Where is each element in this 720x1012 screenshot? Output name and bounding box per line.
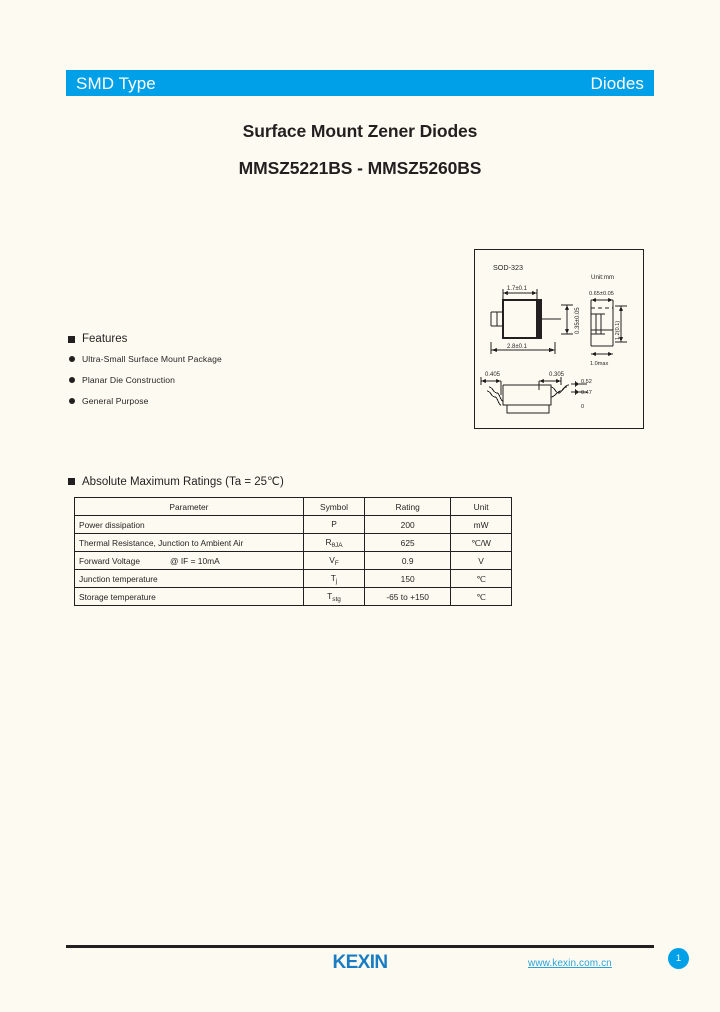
table-row (75, 588, 512, 606)
package-outline-drawing (474, 249, 644, 429)
cell-symbol (303, 552, 364, 570)
page-title: Surface Mount Zener Diodes (242, 121, 478, 141)
table-header-row (75, 498, 512, 516)
footer-divider (66, 945, 654, 948)
cell-parameter (75, 588, 304, 606)
cell-unit: V (451, 552, 512, 570)
website-link[interactable]: www.kexin.com.cn (528, 958, 612, 969)
dim-side-top: 0.65±0.05 (589, 291, 614, 297)
symbol-subscript: θJA (331, 541, 343, 549)
part-number-range: MMSZ5221BS - MMSZ5260BS (238, 158, 482, 178)
dim-detail-a: 0.52 (581, 379, 592, 385)
cell-unit: ℃ (451, 588, 512, 606)
header-left-label: SMD Type (76, 73, 156, 93)
symbol-main: R (325, 536, 332, 547)
cell-symbol (303, 516, 364, 534)
feature-label: Planar Die Construction (82, 375, 176, 385)
cell-rating: 200 (365, 516, 451, 534)
parameter-condition (156, 592, 186, 602)
parameter-label: Thermal Resistance, Junction to Ambient Air (79, 537, 244, 548)
package-drawing-svg (475, 250, 643, 428)
parameter-label: Power dissipation (79, 519, 145, 530)
header-bar (66, 70, 654, 96)
table-row (75, 516, 512, 534)
dot-bullet-icon (69, 356, 75, 362)
cell-parameter (75, 570, 304, 588)
square-bullet-icon (68, 336, 75, 343)
cell-rating: 625 (365, 534, 451, 552)
dim-lead-left: 0.405 (485, 372, 501, 378)
cell-rating: -65 to +150 (365, 588, 451, 606)
cell-parameter (75, 516, 304, 534)
list-item (68, 354, 388, 364)
header-right-label: Diodes (590, 73, 644, 93)
cell-parameter (75, 534, 304, 552)
company-logo: KEXIN (332, 952, 388, 973)
parameter-condition (145, 520, 175, 530)
symbol-main: T (327, 590, 333, 601)
dim-side-height: 1.2(0.1) (615, 320, 621, 340)
parameter-label: Storage temperature (79, 591, 156, 602)
cell-unit: ℃ (451, 570, 512, 588)
symbol-main: V (329, 554, 335, 565)
parameter-condition (243, 538, 273, 548)
feature-label: Ultra-Small Surface Mount Package (82, 354, 222, 364)
cell-symbol (303, 570, 364, 588)
symbol-main: T (330, 572, 336, 583)
cell-symbol (303, 588, 364, 606)
symbol-subscript: stg (332, 595, 341, 603)
absolute-maximum-ratings-table (74, 497, 512, 606)
parameter-label: Forward Voltage (79, 555, 140, 566)
dim-body-height: 0.35±0.05 (575, 307, 581, 334)
table-row (75, 534, 512, 552)
ratings-heading-label: Absolute Maximum Ratings (Ta = 25℃) (82, 476, 284, 488)
dim-body-length: 2.8±0.1 (507, 344, 527, 350)
list-item (68, 396, 388, 406)
table-row (75, 552, 512, 570)
dim-side-bottom: 1.0max (590, 361, 609, 367)
column-header-symbol: Symbol (303, 498, 364, 516)
package-name-label: SOD-323 (493, 263, 523, 272)
cell-symbol (303, 534, 364, 552)
ratings-heading (68, 474, 284, 488)
cell-unit: mW (451, 516, 512, 534)
cell-rating: 0.9 (365, 552, 451, 570)
dot-bullet-icon (69, 398, 75, 404)
unit-label: Unit:mm (591, 274, 615, 281)
symbol-subscript: j (335, 577, 338, 585)
column-header-unit: Unit (451, 498, 512, 516)
features-section (68, 333, 388, 417)
symbol-subscript: F (334, 559, 339, 567)
cell-rating: 150 (365, 570, 451, 588)
square-bullet-icon (68, 478, 75, 485)
cell-unit: ℃/W (451, 534, 512, 552)
dim-detail-c: 0 (581, 404, 585, 410)
dot-bullet-icon (69, 377, 75, 383)
dim-top-width: 1.7±0.1 (507, 286, 527, 292)
parameter-label: Junction temperature (79, 573, 158, 584)
table-row (75, 570, 512, 588)
parameter-condition: @ IF = 10mA (169, 555, 220, 566)
column-header-rating: Rating (365, 498, 451, 516)
feature-label: General Purpose (82, 396, 149, 406)
page-number-badge: 1 (668, 948, 689, 969)
dim-lead-right: 0.305 (549, 372, 565, 378)
cell-parameter (75, 552, 304, 570)
dim-detail-b: 0.47 (581, 390, 592, 396)
features-heading-label: Features (82, 333, 128, 345)
symbol-main: P (331, 518, 337, 529)
column-header-parameter: Parameter (75, 498, 304, 516)
parameter-condition (158, 574, 188, 584)
features-heading (68, 333, 388, 345)
list-item (68, 375, 388, 385)
